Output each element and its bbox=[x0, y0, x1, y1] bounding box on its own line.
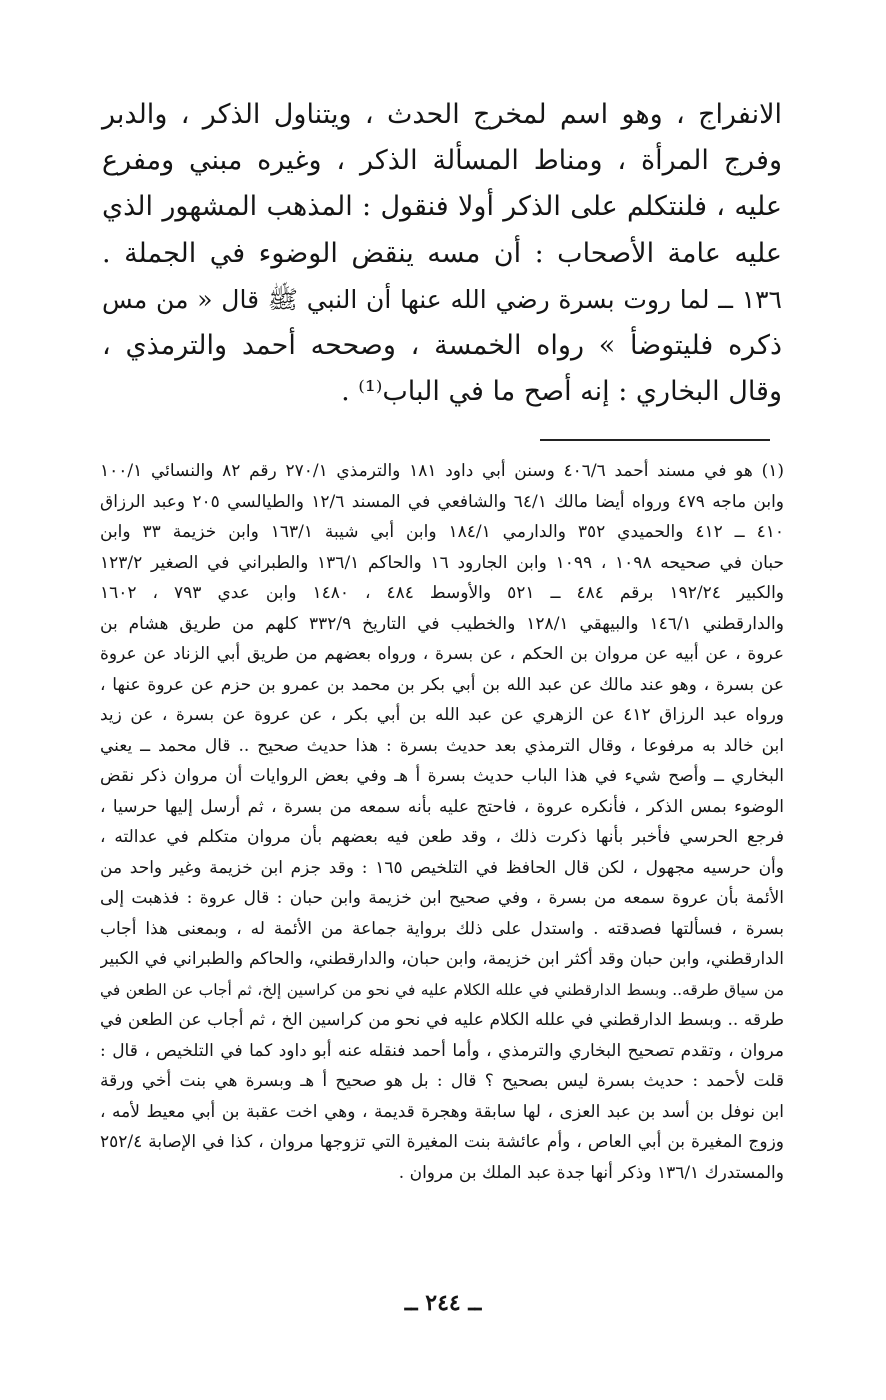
footnote-line: عن بسرة ، وهو عند مالك عن عبد الله بن أبي بكر بن محمد بن عمرو بن حزم عن عروة عنها ، bbox=[100, 674, 784, 695]
main-text-line: وقال البخاري : إنه أصح ما في الباب⁽¹⁾ . bbox=[341, 376, 782, 408]
page-number: ــ ٢٤٤ ــ bbox=[404, 1290, 482, 1316]
footnote-line: الأئمة بأن عروة سمعه من بسرة ، وفي صحيح ابن خزيمة وابن حبان : قال عروة : فذهبت إلى bbox=[100, 888, 784, 908]
footnote-line: من سياق طرقه.. وبسط الدارقطني في علله الكلام عليه في نحو من كراسين إلخ، ثم أجاب عن الطعن في bbox=[100, 980, 784, 999]
main-text bbox=[102, 92, 782, 415]
footnote-line: ورواه عبد الرزاق ٤١٢ عن الزهري عن عبد الله بن أبي بكر ، عن عروة عن بسرة ، عن زيد bbox=[100, 705, 784, 725]
footnote-line: عروة ، عن أبيه عن مروان بن الحكم ، عن بسرة ، ورواه بعضهم من طريق أبي الزناد عن عروة bbox=[100, 644, 784, 664]
footnote-line: فرجع الحرسي فأخبر بأنها ذكرت ذلك ، وقد طعن فيه بعضهم بأن مروان متكلم في عدالته ، bbox=[100, 827, 784, 847]
main-text-line: ذكره فليتوضأ » رواه الخمسة ، وصححه أحمد والترمذي ، bbox=[102, 329, 782, 361]
footnote-line: الدارقطني، وابن حبان وقد أكثر ابن خزيمة، وابن حبان، والدارقطني، والحاكم والطبراني في الكبير bbox=[100, 949, 784, 969]
footnote-line: والمستدرك ١٣٦/١ وذكر أنها جدة عبد الملك بن مروان . bbox=[398, 1162, 784, 1183]
main-text-line: عليه عامة الأصحاب : أن مسه ينقض الوضوء في الجملة . bbox=[102, 237, 782, 269]
footnote-line: طرقه .. وبسط الدارقطني في علله الكلام عليه في نحو من كراسين الخ ، ثم أجاب عن الطعن في bbox=[100, 1010, 784, 1030]
footnote-line: (١) هو في مسند أحمد ٤٠٦/٦ وسنن أبي داود ١٨١ والترمذي ٢٧٠/١ رقم ٨٢ والنسائي ١٠٠/١ bbox=[100, 461, 784, 481]
footnote-line: والكبير ١٩٢/٢٤ برقم ٤٨٤ ــ ٥٢١ والأوسط ٤٨٤ ، ١٤٨٠ وابن عدي ٧٩٣ ، ١٦٠٢ bbox=[100, 583, 784, 603]
footnote-separator bbox=[540, 439, 770, 441]
footnote-line: الوضوء بمس الذكر ، فأنكره عروة ، فاحتج عليه بأنه سمعه من بسرة ، ثم أرسل إليها حرسيا ، bbox=[100, 796, 784, 817]
footnote-line: والدارقطني ١٤٦/١ والبيهقي ١٢٨/١ والخطيب في التاريخ ٣٣٢/٩ كلهم من طريق هشام بن bbox=[100, 613, 784, 634]
main-text-line: عليه ، فلنتكلم على الذكر أولا فنقول : المذهب المشهور الذي bbox=[102, 191, 782, 223]
footnote-line: ابن خالد به مرفوعا ، وقال الترمذي بعد حديث بسرة : هذا حديث صحيح .. قال محمد ــ يعني bbox=[100, 735, 784, 756]
main-text-line: وفرج المرأة ، ومناط المسألة الذكر ، وغيره مبني ومفرع bbox=[102, 145, 782, 177]
footnote-line: وابن ماجه ٤٧٩ ورواه أيضا مالك ٦٤/١ والشافعي في المسند ١٢/٦ والطيالسي ٢٠٥ وعبد الرزاق bbox=[100, 491, 784, 512]
footnote-line: البخاري ــ وأصح شيء في هذا الباب حديث بسرة أ هـ وفي بعض الروايات أن مروان ذكر نقض bbox=[100, 766, 784, 786]
main-text-line: الانفراج ، وهو اسم لمخرج الحدث ، ويتناول الذكر ، والدبر bbox=[102, 99, 782, 130]
footnote-line: وزوج المغيرة بن أبي العاص ، وأم عائشة بنت المغيرة التي تزوجها مروان ، كذا في الإصابة ٢٥٢/٤ bbox=[100, 1132, 784, 1152]
footnotes bbox=[100, 456, 784, 1188]
footnote-line: قلت لأحمد : حديث بسرة ليس بصحيح ؟ قال : بل هو صحيح أ هـ وبسرة هي بنت أخي ورقة bbox=[100, 1071, 784, 1091]
footnote-line: مروان ، وتقدم تصحيح البخاري والترمذي ، وأما أحمد فنقله عنه أبو داود كما في التلخيص ، قال : bbox=[100, 1040, 784, 1061]
footnote-line: بسرة ، فسألتها فصدقته . واستدل على ذلك برواية جماعة من الأئمة له ، وبمعنى هذا أجاب bbox=[100, 918, 784, 939]
footnote-line: حبان في صحيحه ١٠٩٨ ، ١٠٩٩ وابن الجارود ١٦ والحاكم ١٣٦/١ والطبراني في الصغير ١٢٣/٢ bbox=[100, 552, 784, 573]
footnote-line: ٤١٠ ــ ٤١٢ والحميدي ٣٥٢ والدارمي ١٨٤/١ وابن أبي شيبة ١٦٣/١ وابن خزيمة ٣٣ وابن bbox=[100, 522, 784, 542]
main-text-line: ١٣٦ ــ لما روت بسرة رضي الله عنها أن النبي ﷺ قال « من مس bbox=[102, 284, 782, 314]
footnote-line: ابن نوفل بن أسد بن عبد العزى ، لها سابقة وهجرة قديمة ، وهي اخت عقبة بن أبي معيط لأمه ، bbox=[100, 1101, 784, 1122]
footnote-line: وأن حرسيه مجهول ، لكن قال الحافظ في التلخيص ١٦٥ : وقد جزم ابن خزيمة وغير واحد من bbox=[100, 857, 784, 878]
